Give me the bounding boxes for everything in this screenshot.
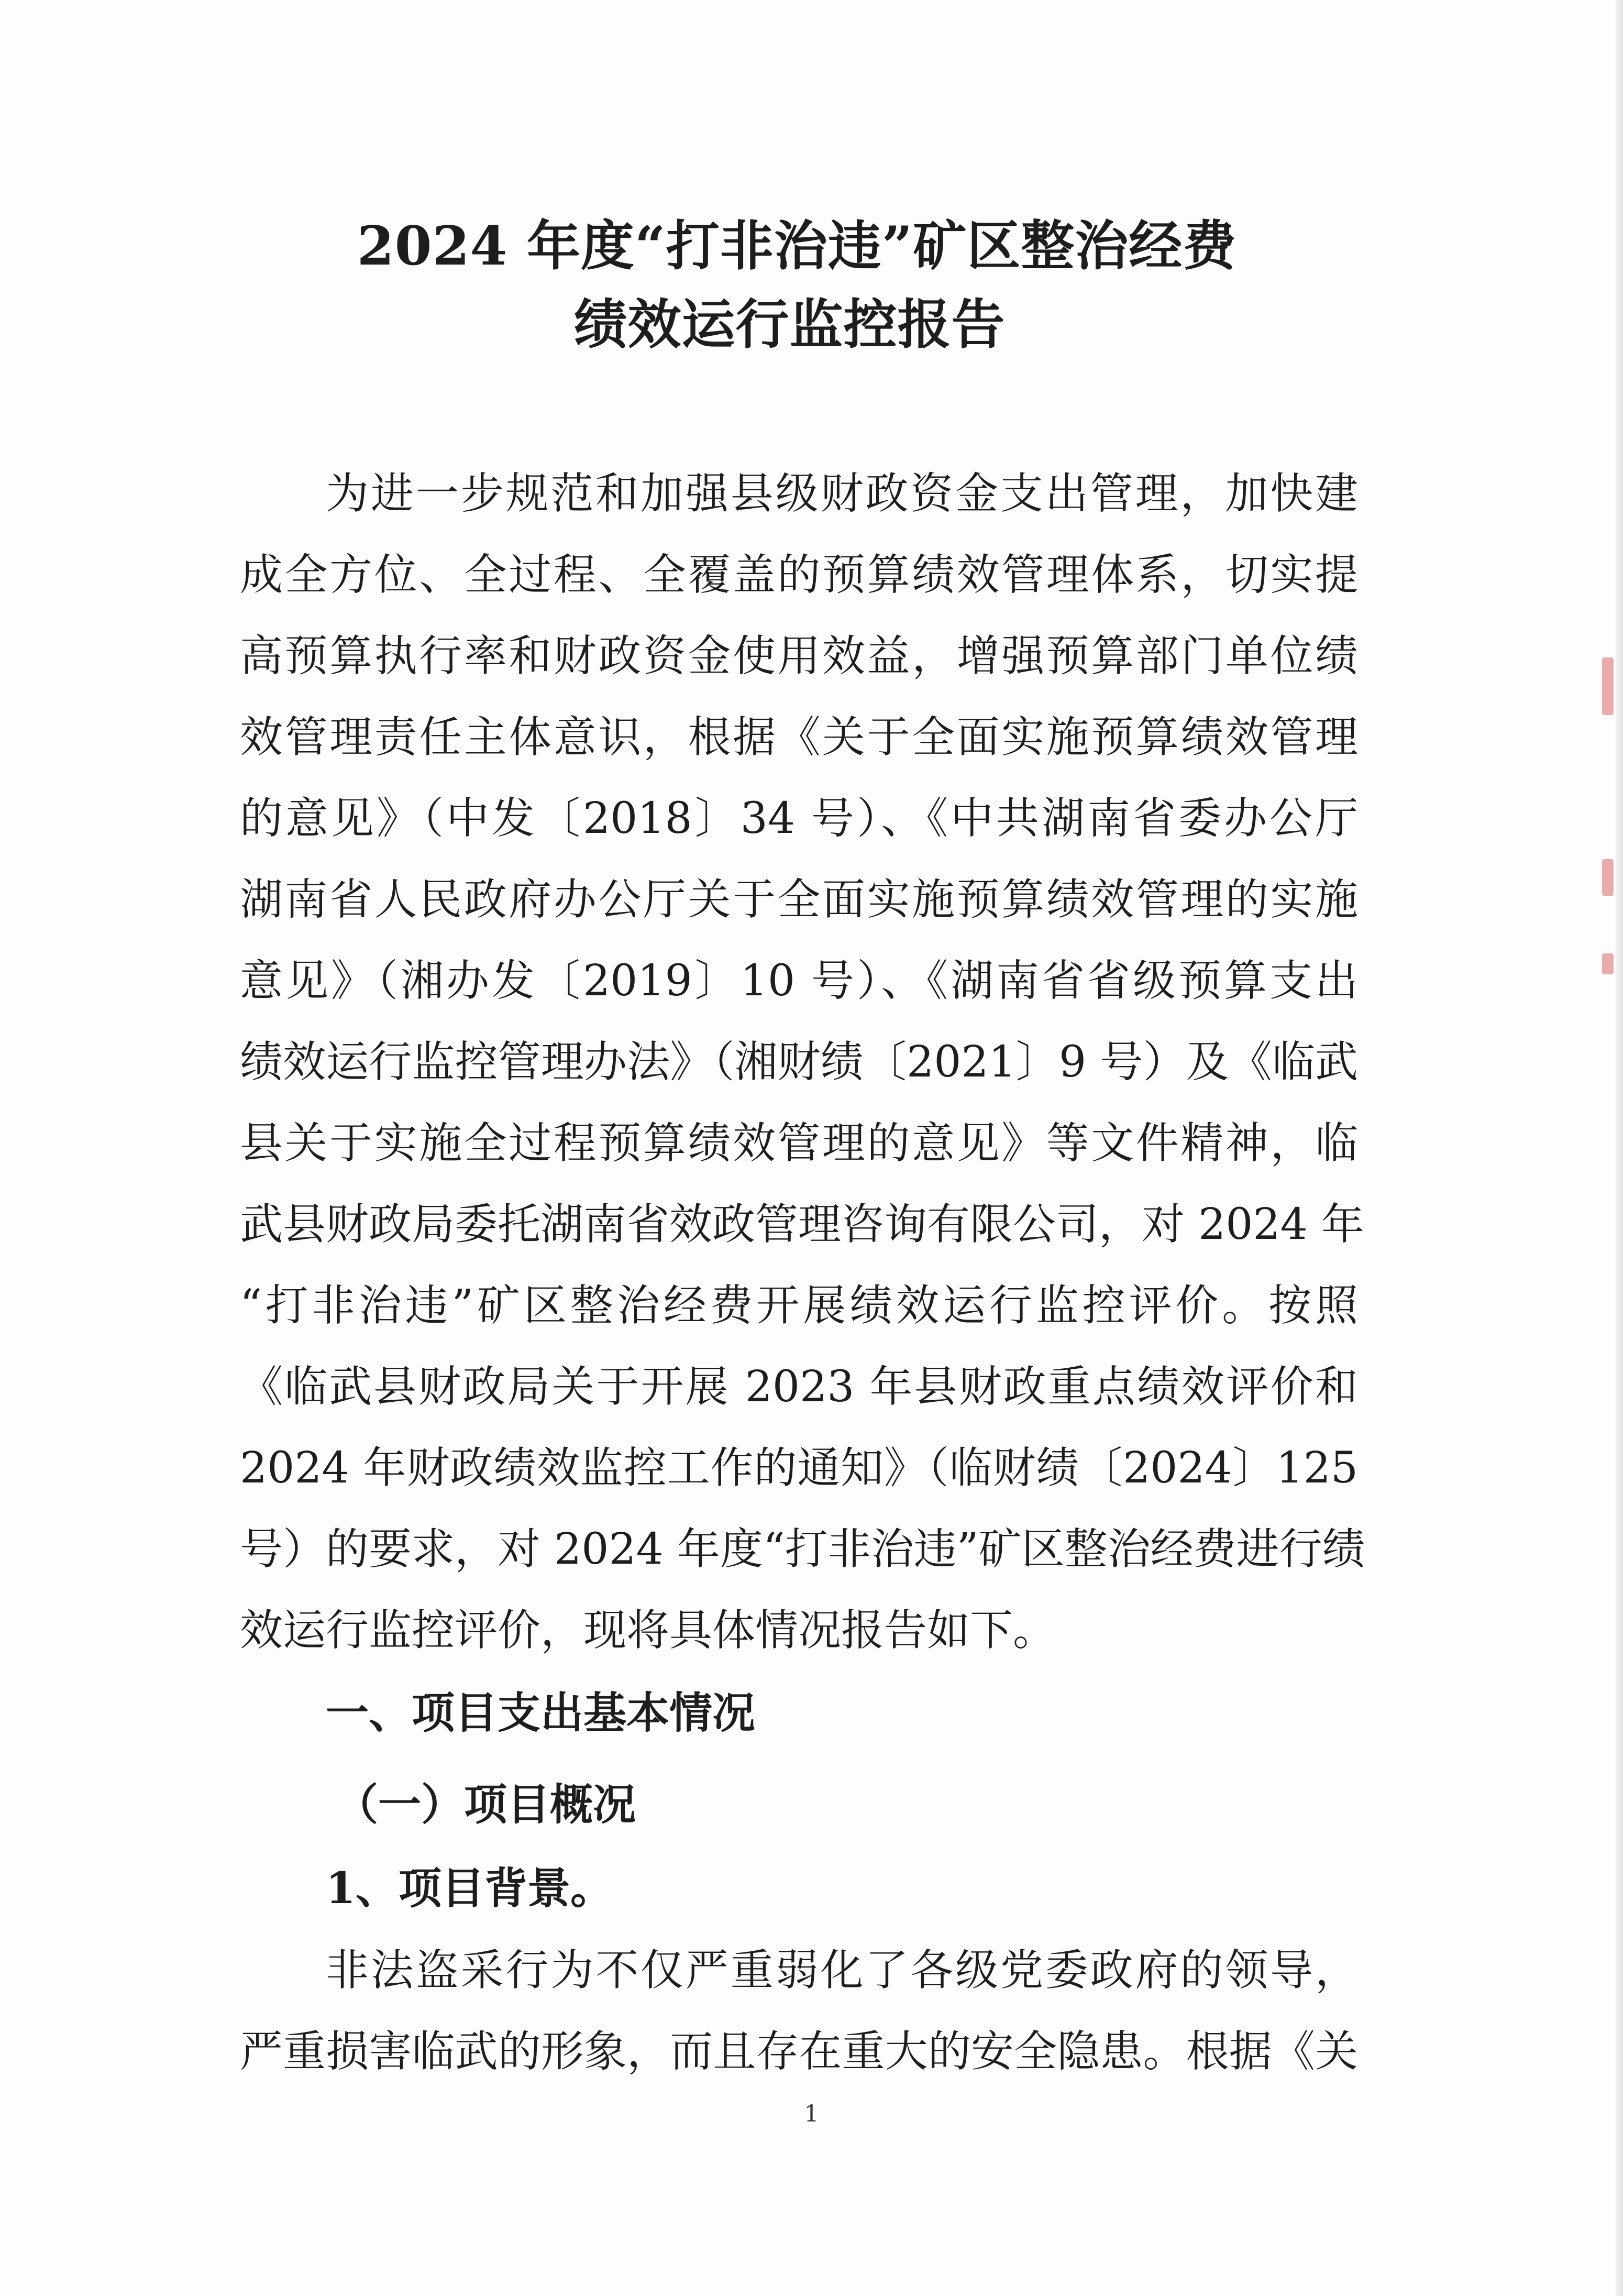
paragraph-1-line-10: 武县财政局委托湖南省效政管理咨询有限公司，对 2024 年 [240,1200,1364,1249]
scan-edge [1616,0,1623,2296]
paragraph-1-line-15: 效运行监控评价，现将具体情况报告如下。 [240,1606,1056,1655]
stamp-residue [1602,953,1614,974]
section-1-heading: 一、项目支出基本情况 [326,1688,756,1738]
paragraph-1-line-7: 意见》（湘办发〔2019〕10 号）、《湖南省省级预算支出 [240,956,1358,1006]
page-number: 1 [804,2101,819,2127]
document-title-line-2: 绩效运行监控报告 [573,293,1006,356]
paragraph-1-line-11: “打非治违”矿区整治经费开展绩效运行监控评价。按照 [240,1281,1358,1331]
paragraph-1-line-14: 号）的要求，对 2024 年度“打非治违”矿区整治经费进行绩 [240,1524,1365,1574]
paragraph-1-line-4: 效管理责任主体意识，根据《关于全面实施预算绩效管理 [240,712,1358,762]
stamp-residue [1602,657,1614,715]
paragraph-2-line-1: 非法盗采行为不仅严重弱化了各级党委政府的领导， [326,1946,1358,1995]
paragraph-1-line-12: 《临武县财政局关于开展 2023 年县财政重点绩效评价和 [240,1362,1358,1412]
paragraph-1-line-6: 湖南省人民政府办公厅关于全面实施预算绩效管理的实施 [240,875,1358,925]
paragraph-1-line-9: 县关于实施全过程预算绩效管理的意见》等文件精神，临 [240,1118,1358,1168]
paragraph-1-line-8: 绩效运行监控管理办法》（湘财绩〔2021〕9 号）及《临武 [240,1037,1358,1087]
subsection-1-heading: （一）项目概况 [335,1779,636,1830]
paragraph-1-line-13: 2024 年财政绩效监控工作的通知》（临财绩〔2024〕125 [240,1443,1358,1493]
paragraph-2-line-2: 严重损害临武的形象，而且存在重大的安全隐患。根据《关 [240,2027,1358,2077]
stamp-residue [1602,859,1614,896]
paragraph-1-line-1: 为进一步规范和加强县级财政资金支出管理，加快建 [326,469,1358,519]
paragraph-1-line-2: 成全方位、全过程、全覆盖的预算绩效管理体系，切实提 [240,550,1358,600]
item-1-heading: 1、项目背景。 [326,1863,614,1914]
paragraph-1-line-3: 高预算执行率和财政资金使用效益，增强预算部门单位绩 [240,631,1358,681]
document-title-line-1: 2024 年度“打非治违”矿区整治经费 [357,215,1237,278]
paragraph-1-line-5: 的意见》（中发〔2018〕34 号）、《中共湖南省委办公厅 [240,794,1358,843]
